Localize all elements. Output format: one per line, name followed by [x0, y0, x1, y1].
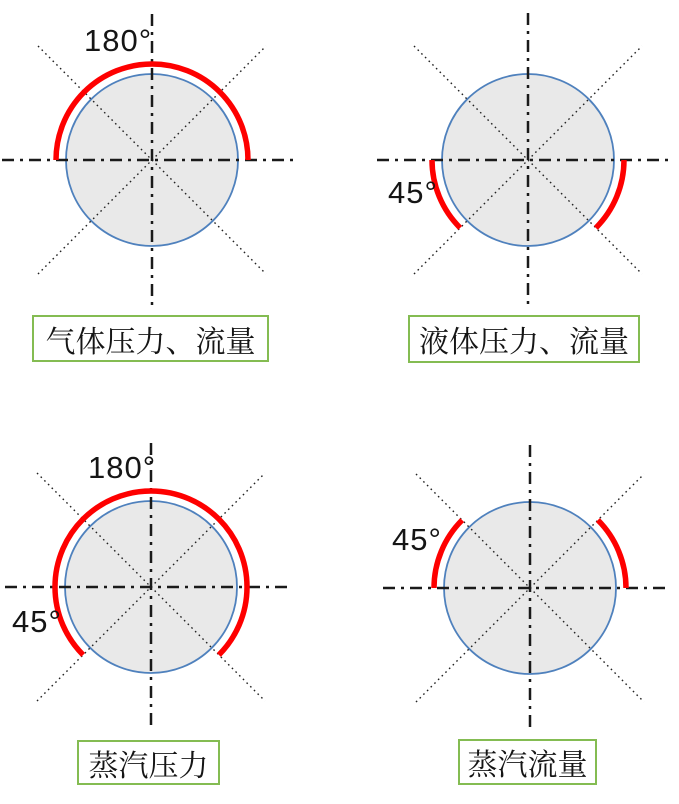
angle-label-45-liquid: 45°: [388, 175, 438, 210]
angle-label-45-steam-flow: 45°: [392, 522, 442, 557]
angle-label-180-steam-pressure: 180°: [88, 450, 157, 485]
panel-label-text: 液体压力、流量: [419, 326, 629, 359]
panel-label-liquid-pressure-flow: [408, 315, 640, 363]
panel-label-steam-pressure: [77, 740, 220, 785]
panel-steam-flow: [383, 445, 670, 733]
angle-label-180-gas: 180°: [84, 23, 153, 58]
panel-label-text: 蒸汽流量: [467, 749, 588, 782]
panel-steam-pressure: [5, 443, 293, 730]
panel-label-steam-flow: [458, 739, 597, 785]
panel-label-gas-pressure-flow: [32, 315, 269, 362]
panel-liquid-pressure-flow: [377, 13, 668, 307]
panel-label-text: 气体压力、流量: [45, 325, 256, 359]
angle-label-45-steam-pressure: 45°: [12, 604, 62, 639]
panel-label-text: 蒸汽压力: [88, 749, 209, 783]
panel-gas-pressure-flow: [2, 14, 296, 310]
